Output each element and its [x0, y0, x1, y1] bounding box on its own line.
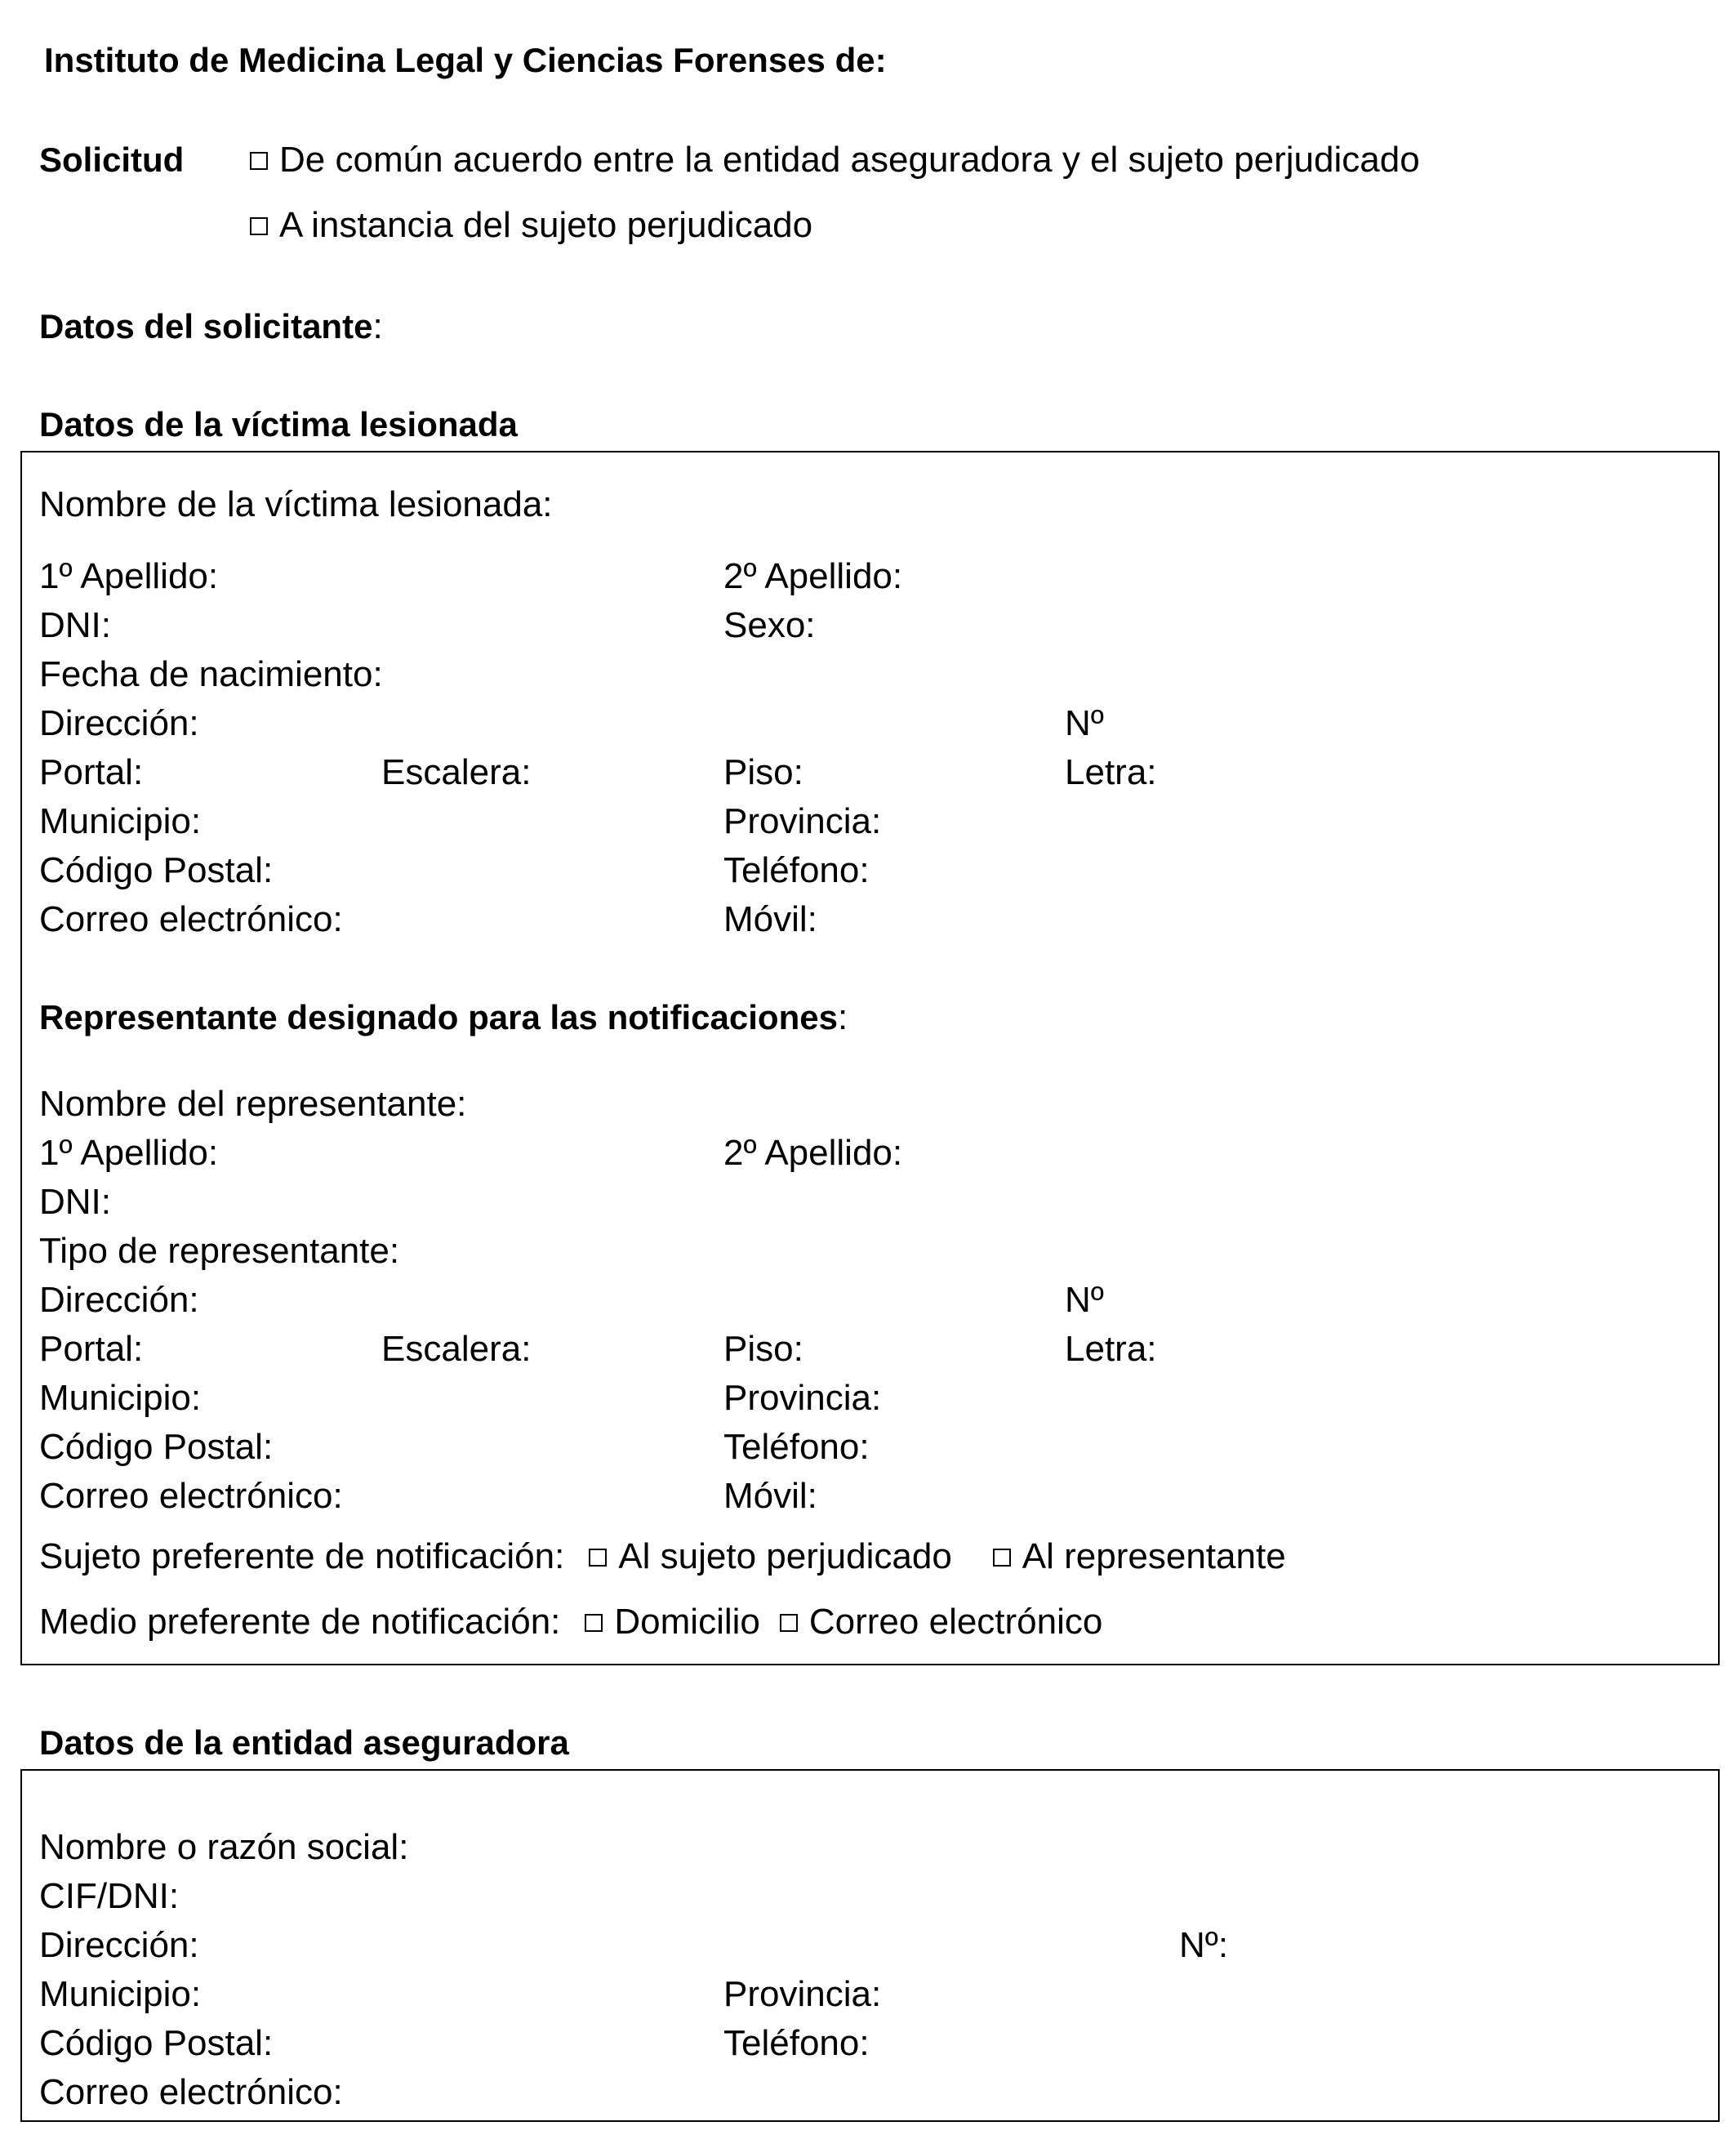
- victima-heading: Datos de la víctima lesionada: [39, 405, 518, 443]
- sujeto-option-representante-label: Al representante: [1022, 1536, 1286, 1576]
- victima-correo-field[interactable]: Correo electrónico:: [39, 899, 343, 939]
- victima-nombre-field[interactable]: Nombre de la víctima lesionada:: [39, 484, 553, 524]
- medio-option-correo[interactable]: [780, 1601, 1103, 1643]
- aseguradora-box: [20, 1769, 1720, 2122]
- victima-cp-field[interactable]: Código Postal:: [39, 850, 274, 890]
- representante-apellido1-field[interactable]: 1º Apellido:: [39, 1133, 219, 1173]
- aseguradora-municipio-field[interactable]: Municipio:: [39, 1974, 202, 2014]
- victima-apellido2-field[interactable]: 2º Apellido:: [723, 556, 903, 596]
- aseguradora-correo-field[interactable]: Correo electrónico:: [39, 2072, 343, 2112]
- representante-provincia-field[interactable]: Provincia:: [723, 1378, 882, 1418]
- representante-piso-field[interactable]: Piso:: [723, 1329, 803, 1369]
- representante-telefono-field[interactable]: Teléfono:: [723, 1427, 870, 1467]
- solicitud-option-comun-acuerdo-label: De común acuerdo entre la entidad aseguradora y el sujeto perjudicado: [279, 140, 1420, 180]
- victima-fecha-field[interactable]: Fecha de nacimiento:: [39, 654, 383, 694]
- checkbox-icon[interactable]: [250, 152, 268, 170]
- checkbox-icon[interactable]: [585, 1614, 603, 1632]
- checkbox-icon[interactable]: [780, 1614, 798, 1632]
- sujeto-option-representante[interactable]: [993, 1536, 1286, 1578]
- representante-dni-field[interactable]: DNI:: [39, 1182, 111, 1222]
- medio-option-domicilio[interactable]: [585, 1601, 759, 1643]
- representante-municipio-field[interactable]: Municipio:: [39, 1378, 202, 1418]
- victima-piso-field[interactable]: Piso:: [723, 752, 803, 792]
- medio-option-correo-label: Correo electrónico: [808, 1602, 1103, 1642]
- representante-tipo-field[interactable]: Tipo de representante:: [39, 1231, 400, 1271]
- victima-movil-field[interactable]: Móvil:: [723, 899, 817, 939]
- sujeto-preferente-row: [39, 1536, 1327, 1578]
- representante-escalera-field[interactable]: Escalera:: [381, 1329, 532, 1369]
- representante-portal-field[interactable]: Portal:: [39, 1329, 144, 1369]
- representante-heading: [39, 996, 848, 1039]
- victima-provincia-field[interactable]: Provincia:: [723, 801, 882, 841]
- page-title: Instituto de Medicina Legal y Ciencias Forenses de:: [44, 41, 887, 79]
- victima-sexo-field[interactable]: Sexo:: [723, 605, 816, 645]
- representante-correo-field[interactable]: Correo electrónico:: [39, 1476, 343, 1516]
- solicitud-option-instancia-label: A instancia del sujeto perjudicado: [279, 205, 813, 245]
- victima-dni-field[interactable]: DNI:: [39, 605, 111, 645]
- aseguradora-telefono-field[interactable]: Teléfono:: [723, 2023, 870, 2063]
- aseguradora-provincia-field[interactable]: Provincia:: [723, 1974, 882, 2014]
- checkbox-icon[interactable]: [250, 217, 268, 235]
- solicitante-colon: :: [372, 306, 383, 346]
- representante-direccion-field[interactable]: Dirección:: [39, 1280, 199, 1320]
- victima-telefono-field[interactable]: Teléfono:: [723, 850, 870, 890]
- representante-colon: :: [837, 997, 848, 1037]
- representante-letra-field[interactable]: Letra:: [1065, 1329, 1157, 1369]
- victima-municipio-field[interactable]: Municipio:: [39, 801, 202, 841]
- solicitud-option-instancia[interactable]: [250, 204, 812, 247]
- aseguradora-numero-field[interactable]: Nº:: [1179, 1925, 1229, 1965]
- victima-numero-field[interactable]: Nº: [1065, 703, 1104, 743]
- representante-numero-field[interactable]: Nº: [1065, 1280, 1104, 1320]
- representante-cp-field[interactable]: Código Postal:: [39, 1427, 274, 1467]
- representante-heading-text: Representante designado para las notificaciones: [39, 998, 838, 1036]
- aseguradora-heading: Datos de la entidad aseguradora: [39, 1723, 569, 1762]
- victima-direccion-field[interactable]: Dirección:: [39, 703, 199, 743]
- medio-preferente-row: [39, 1601, 1143, 1643]
- aseguradora-nombre-field[interactable]: Nombre o razón social:: [39, 1827, 409, 1867]
- solicitud-label: Solicitud: [39, 140, 185, 179]
- representante-apellido2-field[interactable]: 2º Apellido:: [723, 1133, 903, 1173]
- victima-escalera-field[interactable]: Escalera:: [381, 752, 532, 792]
- sujeto-preferente-label: Sujeto preferente de notificación:: [39, 1536, 565, 1576]
- aseguradora-cif-field[interactable]: CIF/DNI:: [39, 1876, 180, 1916]
- sujeto-option-perjudicado[interactable]: [589, 1536, 951, 1578]
- victima-apellido1-field[interactable]: 1º Apellido:: [39, 556, 219, 596]
- checkbox-icon[interactable]: [589, 1549, 607, 1567]
- representante-nombre-field[interactable]: Nombre del representante:: [39, 1084, 467, 1124]
- medio-preferente-label: Medio preferente de notificación:: [39, 1602, 561, 1642]
- solicitud-option-comun-acuerdo[interactable]: [250, 139, 1420, 181]
- representante-movil-field[interactable]: Móvil:: [723, 1476, 817, 1516]
- solicitante-heading: [39, 305, 383, 348]
- medio-option-domicilio-label: Domicilio: [614, 1602, 760, 1642]
- aseguradora-cp-field[interactable]: Código Postal:: [39, 2023, 274, 2063]
- aseguradora-direccion-field[interactable]: Dirección:: [39, 1925, 199, 1965]
- sujeto-option-perjudicado-label: Al sujeto perjudicado: [618, 1536, 952, 1576]
- solicitante-heading-text: Datos del solicitante: [39, 307, 373, 345]
- victima-portal-field[interactable]: Portal:: [39, 752, 144, 792]
- victima-letra-field[interactable]: Letra:: [1065, 752, 1157, 792]
- checkbox-icon[interactable]: [993, 1549, 1011, 1567]
